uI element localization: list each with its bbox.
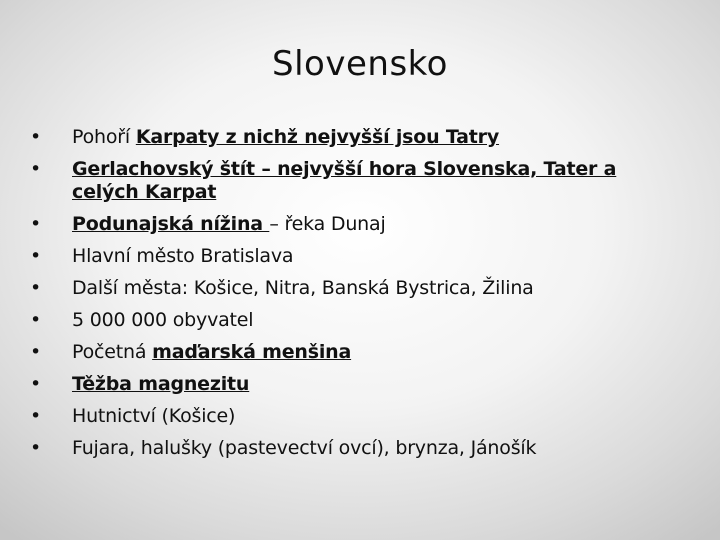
bullet-item <box>28 373 688 396</box>
bullet-dot-icon: • <box>30 309 42 331</box>
bullet-dot-icon: • <box>30 405 42 427</box>
bullet-text <box>72 341 688 364</box>
bullet-text <box>72 405 688 428</box>
bullet-dot-icon: • <box>30 213 42 235</box>
bullet-item <box>28 277 688 300</box>
bullet-text-part: Gerlachovský štít – nejvyšší hora Slovenska, Tater a celých Karpat <box>72 158 617 203</box>
bullet-text <box>72 213 688 236</box>
bullet-text-part: Pohoří <box>72 126 136 148</box>
bullet-dot-icon: • <box>30 245 42 267</box>
bullet-text-part: Podunajská nížina <box>72 213 270 235</box>
bullet-text-part: Početná <box>72 341 153 363</box>
bullet-text-part: Další města: Košice, Nitra, Banská Bystrica, Žilina <box>72 277 534 299</box>
bullet-text-part: 5 000 000 obyvatel <box>72 309 254 331</box>
bullet-text-part: Hlavní město Bratislava <box>72 245 294 267</box>
bullet-text <box>72 373 688 396</box>
bullet-text-part: Karpaty z nichž nejvyšší jsou Tatry <box>135 126 500 148</box>
bullet-dot-icon: • <box>30 437 42 459</box>
bullet-text <box>72 245 688 268</box>
bullet-list <box>28 126 688 469</box>
bullet-text <box>72 437 688 460</box>
bullet-item <box>28 437 688 460</box>
bullet-text-part: Hutnictví (Košice) <box>72 405 236 427</box>
bullet-text <box>72 309 688 332</box>
bullet-text <box>72 277 688 300</box>
bullet-text-part: – řeka Dunaj <box>269 213 386 235</box>
bullet-item <box>28 126 688 149</box>
bullet-dot-icon: • <box>30 277 42 299</box>
bullet-dot-icon: • <box>30 373 42 395</box>
slide-title: Slovensko <box>272 44 448 84</box>
bullet-item <box>28 405 688 428</box>
bullet-item <box>28 158 688 204</box>
bullet-text-part: Fujara, halušky (pastevectví ovcí), brynza, Jánošík <box>72 437 537 459</box>
bullet-item <box>28 213 688 236</box>
bullet-item <box>28 341 688 364</box>
bullet-text <box>72 126 688 149</box>
bullet-dot-icon: • <box>30 126 42 148</box>
bullet-item <box>28 309 688 332</box>
bullet-text-part: Těžba magnezitu <box>72 373 250 395</box>
bullet-dot-icon: • <box>30 341 42 363</box>
bullet-text <box>72 158 688 204</box>
bullet-item <box>28 245 688 268</box>
bullet-dot-icon: • <box>30 158 42 180</box>
bullet-text-part: maďarská menšina <box>152 341 352 363</box>
